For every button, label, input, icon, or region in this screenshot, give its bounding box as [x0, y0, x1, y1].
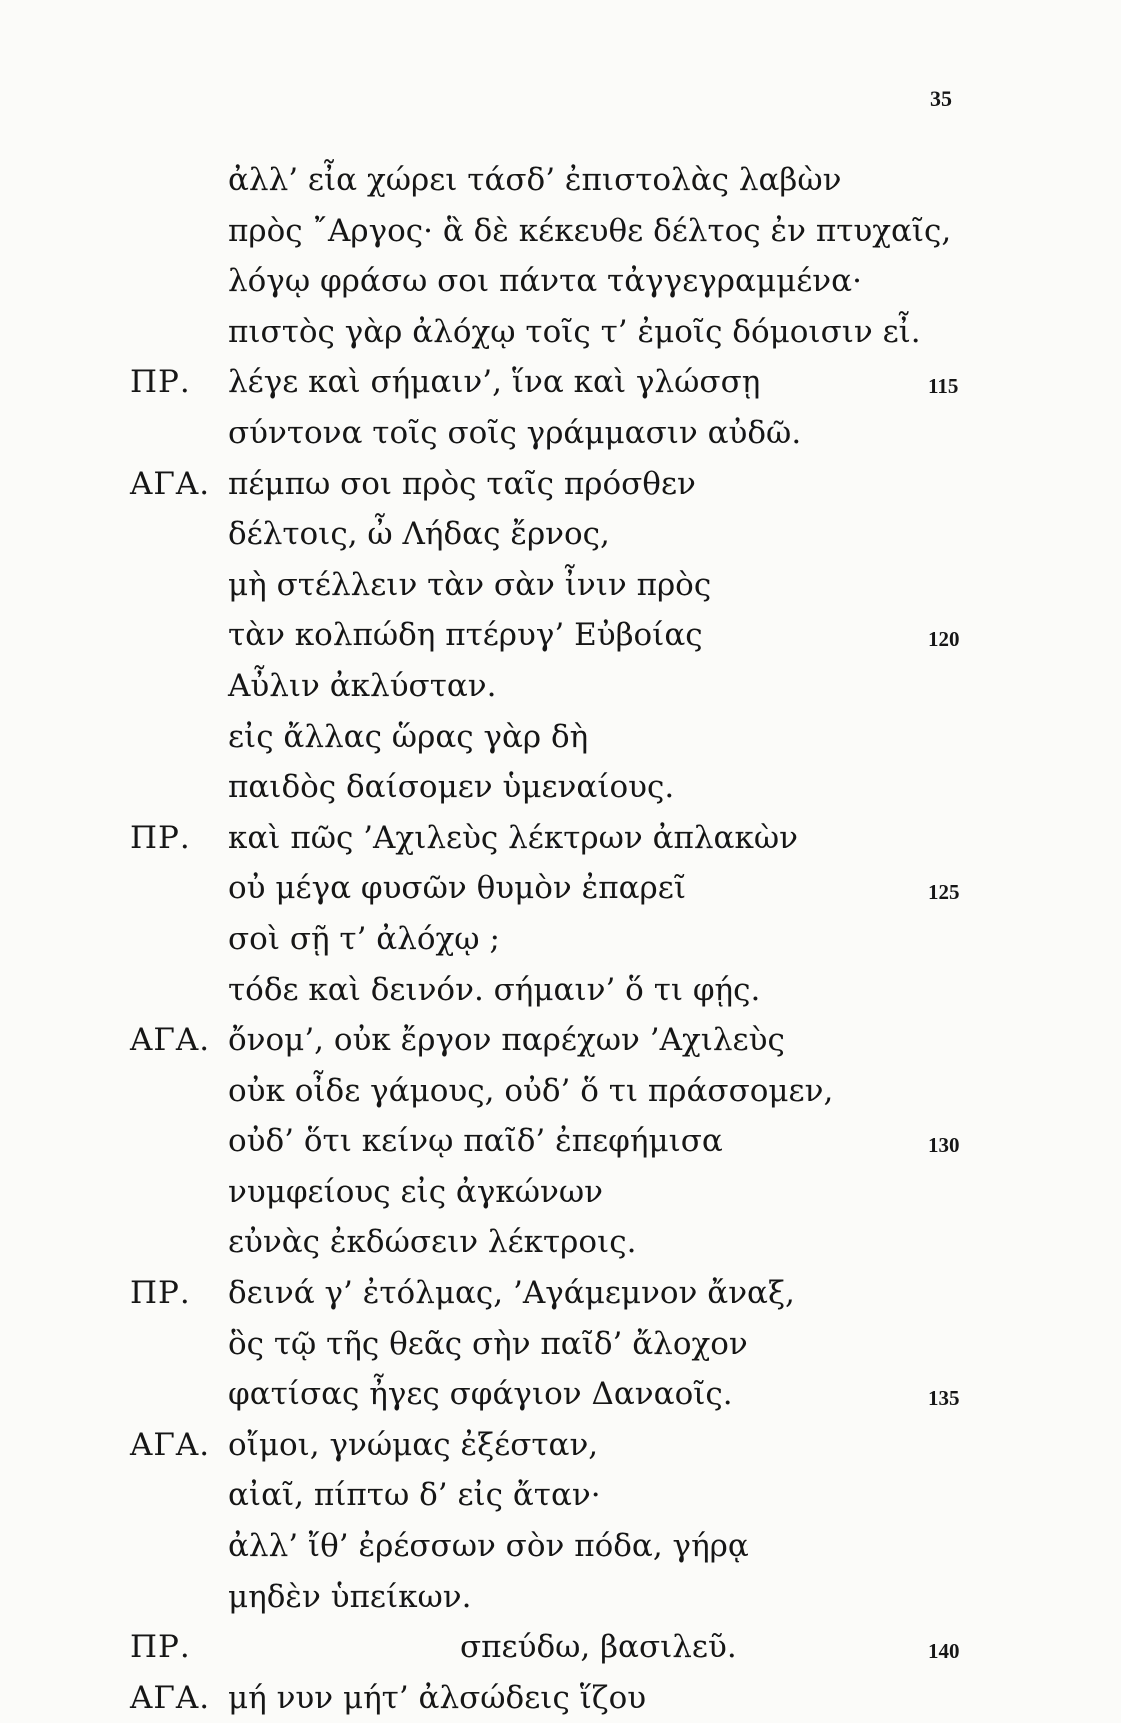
- verse-text: οὐκ οἶδε γάμους, οὐδ’ ὅ τι πράσσομεν,: [228, 1072, 834, 1109]
- verse-text: εἰς ἄλλας ὥρας γὰρ δὴ: [228, 718, 589, 755]
- verse-line: [0, 155, 1121, 206]
- line-number: 135: [928, 1386, 960, 1411]
- speaker-label: ΑΓΑ.: [130, 465, 211, 502]
- verse-text: ἀλλ’ εἶα χώρει τάσδ’ ἐπιστολὰς λαβὼν: [228, 162, 842, 198]
- verse-text: ὄνομ’, οὐκ ἔργον παρέχων ’Αχιλεὺς: [228, 1022, 785, 1059]
- verse-line: [0, 256, 1121, 307]
- verse-text: ἀλλ’ ἴθ’ ἐρέσσων σὸν πόδα, γήρᾳ: [228, 1528, 749, 1565]
- verse-line: [0, 560, 1121, 611]
- verse-text: καὶ πῶς ’Αχιλεὺς λέκτρων ἀπλακὼν: [228, 819, 798, 856]
- verse-line: [0, 459, 1121, 510]
- verse-text: αἰαῖ, πίπτω δ’ εἰς ἄταν·: [228, 1477, 601, 1514]
- verse-text: Αὖλιν ἀκλύσταν.: [228, 667, 497, 704]
- verse-text: νυμφείους εἰς ἀγκώνων: [228, 1173, 603, 1210]
- line-number: 130: [928, 1133, 960, 1158]
- verse-text: μή νυν μήτ’ ἀλσώδεις ἵζου: [228, 1679, 647, 1716]
- verse-text: ὃς τῷ τῆς θεᾶς σὴν παῖδ’ ἄλοχον: [228, 1325, 748, 1362]
- verse-text: λόγῳ φράσω σοι πάντα τἀγγεγραμμένα·: [228, 263, 862, 300]
- verse-text: παιδὸς δαίσομεν ὑμεναίους.: [228, 769, 675, 806]
- speaker-label: ΠΡ.: [130, 364, 191, 401]
- verse-text: τόδε καὶ δεινόν. σήμαιν’ ὅ τι φῄς.: [228, 971, 761, 1008]
- verse-line: [0, 762, 1121, 813]
- verse-line: [0, 1319, 1121, 1370]
- verse-line: [0, 1420, 1121, 1471]
- page-number: 35: [930, 86, 952, 111]
- verse-text: πέμπω σοι πρὸς ταῖς πρόσθεν: [228, 465, 696, 502]
- verse-line: [0, 307, 1121, 358]
- verse-line: [0, 1673, 1121, 1723]
- speaker-label: ΑΓΑ.: [130, 1426, 211, 1463]
- line-number: 115: [928, 374, 959, 399]
- verse-line: [0, 610, 1121, 661]
- line-number: 120: [928, 627, 960, 652]
- verse-line: [0, 965, 1121, 1016]
- verse-line: [0, 813, 1121, 864]
- verse-line: [0, 661, 1121, 712]
- verse-line: [0, 712, 1121, 763]
- verse-text: εὐνὰς ἐκδώσειν λέκτροις.: [228, 1224, 637, 1261]
- line-number: 125: [928, 880, 960, 905]
- verse-line: [0, 1268, 1121, 1319]
- speaker-label: ΑΓΑ.: [130, 1022, 211, 1059]
- verse-text: σπεύδω, βασιλεῦ.: [460, 1629, 737, 1666]
- verse-text: φατίσας ἦγες σφάγιον Δαναοῖς.: [228, 1376, 733, 1413]
- verse-text: μηδὲν ὑπείκων.: [228, 1578, 472, 1615]
- speaker-label: ΠΡ.: [130, 1275, 191, 1312]
- verse-text: πιστὸς γὰρ ἀλόχῳ τοῖς τ’ ἐμοῖς δόμοισιν εἶ.: [228, 313, 921, 350]
- verse-text: λέγε καὶ σήμαιν’, ἵνα καὶ γλώσσῃ: [228, 364, 761, 401]
- verse-line: [0, 1015, 1121, 1066]
- verse-line: [0, 1217, 1121, 1268]
- verse-line: [0, 1167, 1121, 1218]
- verse-text: οὐδ’ ὅτι κείνῳ παῖδ’ ἐπεφήμισα: [228, 1123, 723, 1160]
- verse-text: σύντονα τοῖς σοῖς γράμμασιν αὐδῶ.: [228, 414, 802, 451]
- verse-line: [0, 206, 1121, 257]
- verse-line: [0, 1622, 1121, 1673]
- speaker-label: ΑΓΑ.: [130, 1679, 211, 1716]
- verse-line: [0, 1470, 1121, 1521]
- speaker-label: ΠΡ.: [130, 1629, 191, 1666]
- verse-line: [0, 1066, 1121, 1117]
- verse-line: [0, 1369, 1121, 1420]
- verse-text: μὴ στέλλειν τὰν σὰν ἶνιν πρὸς: [228, 566, 712, 603]
- verse-text: πρὸς ῎Αργος· ἃ δὲ κέκευθε δέλτος ἐν πτυχαῖς,: [228, 212, 952, 249]
- line-number: 140: [928, 1639, 960, 1664]
- verse-line: [0, 1572, 1121, 1623]
- verse-line: [0, 1521, 1121, 1572]
- verse-line: [0, 357, 1121, 408]
- verse-line: [0, 863, 1121, 914]
- verse-text: σοὶ σῇ τ’ ἀλόχῳ ;: [228, 920, 500, 957]
- verse-line: [0, 408, 1121, 459]
- speaker-label: ΠΡ.: [130, 819, 191, 856]
- verse-text: οἴμοι, γνώμας ἐξέσταν,: [228, 1426, 599, 1463]
- verse-text: δεινά γ’ ἐτόλμας, ’Αγάμεμνον ἄναξ,: [228, 1275, 795, 1312]
- verse-block: [0, 155, 1121, 1723]
- verse-line: [0, 1116, 1121, 1167]
- verse-text: τὰν κολπώδη πτέρυγ’ Εὐβοίας: [228, 617, 703, 654]
- verse-line: [0, 509, 1121, 560]
- verse-line: [0, 914, 1121, 965]
- verse-text: δέλτοις, ὦ Λήδας ἔρνος,: [228, 516, 610, 553]
- verse-text: οὐ μέγα φυσῶν θυμὸν ἐπαρεῖ: [228, 870, 686, 907]
